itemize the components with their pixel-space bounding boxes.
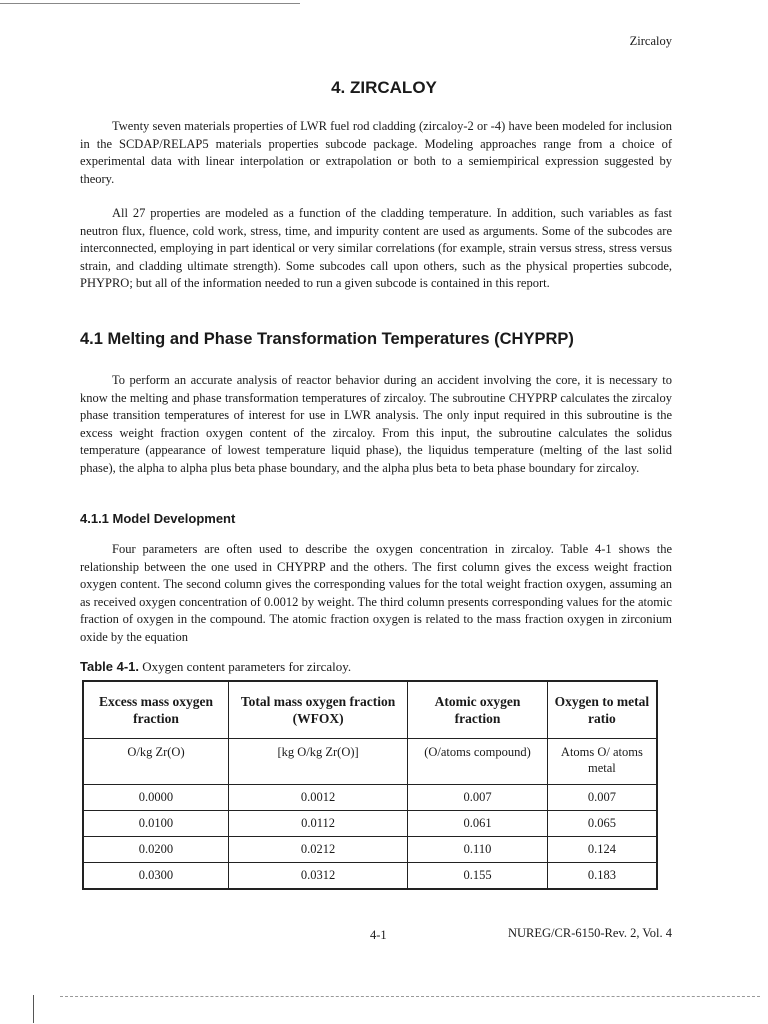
table-cell: 0.0012 (228, 785, 407, 811)
section-4-1-1-paragraph: Four parameters are often used to describe the oxygen concentration in zircaloy. Table 4-1 shows the relationship between the one used in CHYPRP and the others. The first column gives the excess weight fraction oxygen content. The second column gives the corresponding values for the total weight fraction oxygen, assuming an as received oxygen concentration of 0.0012 by weight. The third column presents corresponding values for the atomic fraction of oxygen in the compound. The atomic fraction oxygen is related to the mass fraction oxygen in zirconium oxide by the equation (80, 542, 672, 644)
table-row (83, 811, 657, 837)
table-cell: 0.0212 (228, 837, 407, 863)
intro-paragraph-2: All 27 properties are modeled as a function of the cladding temperature. In addition, such variables as fast neutron flux, fluence, cold work, stress, time, and impurity content are used as arguments. Some of the subcodes are interconnected, employing in part identical or very similar correlations (for example, strain versus stress, stress versus strain, and cladding ultimate strength). Some subcodes call upon others, such as the physical properties subcode, PHYPRO; but all of the information needed to run a given subcode is contained in this report. (80, 206, 672, 291)
footer-page-number: 4-1 (370, 928, 387, 942)
units-cell: Atoms O/ atoms metal (547, 739, 657, 785)
running-head: Zircaloy (629, 34, 672, 48)
header-oxygen-metal-ratio: Oxygen to metal ratio (547, 681, 657, 739)
table-row (83, 837, 657, 863)
intro-paragraph-1: Twenty seven materials properties of LWR fuel rod cladding (zircaloy-2 or -4) have been modeled for inclusion in the SCDAP/RELAP5 materials properties subcode package. Modeling approaches range from a choice of experimental data with linear interpolation or extrapolation or both to a semiempirical expression suggested by theory. (80, 119, 672, 186)
table-caption-text: Oxygen content parameters for zircaloy. (142, 659, 352, 674)
units-cell: [kg O/kg Zr(O)] (228, 739, 407, 785)
top-rule (0, 3, 300, 4)
chapter-title: 4. ZIRCALOY (331, 78, 437, 97)
bottom-scan-line (60, 996, 760, 997)
table-cell: 0.0112 (228, 811, 407, 837)
table-caption (80, 659, 351, 675)
section-4-1-paragraph: To perform an accurate analysis of reactor behavior during an accident involving the core, it is necessary to know the melting and phase transformation temperatures of zircaloy. The subroutine CHYPRP calculates the zircaloy phase transition temperatures of interest for use in LWR analysis. The only input required in this subroutine is the excess weight fraction oxygen content of the zircaloy. From this input, the subroutine calculates the solidus temperature (appearance of lowest temperature liquid phase), the liquidus temperature (melting of the last solid phase), the alpha to alpha plus beta phase boundary, and the alpha plus beta to beta phase boundary for zircaloy. (80, 373, 672, 475)
table-row (83, 785, 657, 811)
table-cell: 0.155 (408, 863, 548, 890)
units-cell: O/kg Zr(O) (83, 739, 228, 785)
table-cell: 0.007 (547, 785, 657, 811)
header-atomic-fraction: Atomic oxygen fraction (408, 681, 548, 739)
table-row (83, 863, 657, 890)
footer-report-id: NUREG/CR-6150-Rev. 2, Vol. 4 (508, 926, 673, 940)
header-excess-mass: Excess mass oxygen fraction (83, 681, 228, 739)
table-cell: 0.183 (547, 863, 657, 890)
oxygen-content-table (82, 680, 658, 890)
table-cell: 0.0000 (83, 785, 228, 811)
table-cell: 0.0312 (228, 863, 407, 890)
table-cell: 0.061 (408, 811, 548, 837)
units-cell: (O/atoms compound) (408, 739, 548, 785)
margin-mark (33, 995, 34, 1023)
header-total-mass: Total mass oxygen fraction (WFOX) (228, 681, 407, 739)
table-cell: 0.0200 (83, 837, 228, 863)
section-heading-4-1: 4.1 Melting and Phase Transformation Temperatures (CHYPRP) (80, 330, 574, 348)
section-heading-4-1-1: 4.1.1 Model Development (80, 511, 236, 526)
table-header-row (83, 681, 657, 739)
table-cell: 0.110 (408, 837, 548, 863)
table-units-row (83, 739, 657, 785)
table-cell: 0.0300 (83, 863, 228, 890)
table-cell: 0.007 (408, 785, 548, 811)
table-cell: 0.124 (547, 837, 657, 863)
table-cell: 0.0100 (83, 811, 228, 837)
table-caption-label: Table 4-1. (80, 659, 140, 674)
table-cell: 0.065 (547, 811, 657, 837)
